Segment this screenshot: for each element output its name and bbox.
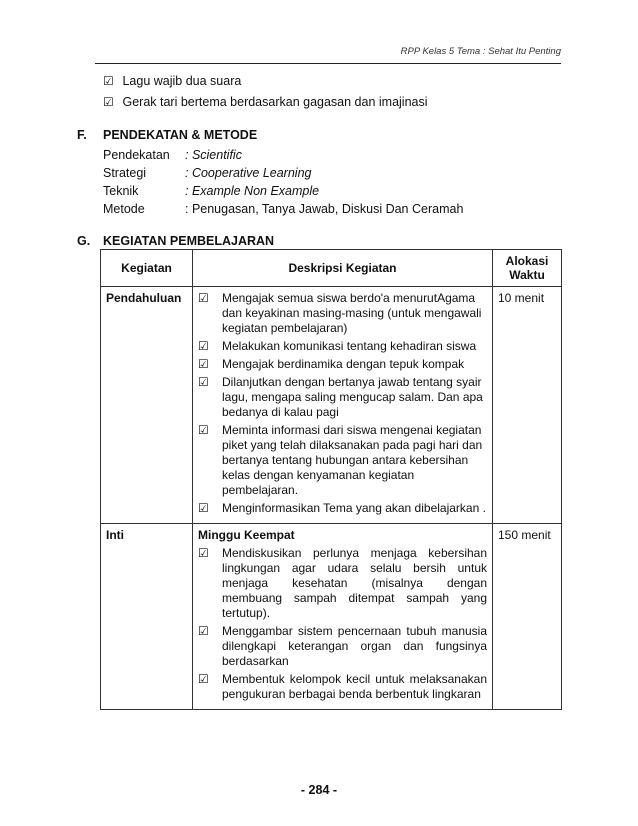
section-f-letter: F.: [77, 128, 87, 142]
checkbox-checked-icon: ☑: [198, 624, 209, 638]
deskripsi-cell: [193, 287, 493, 524]
checkbox-checked-icon: ☑: [198, 357, 209, 371]
header-alokasi: Alokasi Waktu: [493, 250, 562, 287]
kegiatan-cell: Inti: [101, 524, 193, 710]
deskripsi-cell: [193, 524, 493, 710]
list-item: ☑ Meminta informasi dari siswa mengenai kegiatan piket yang telah dilaksanakan pada pagi hari dan bertanya tentang hubungan antara kebersihan kelas dengan kenyamanan kegiatan pembelajaran.: [198, 423, 483, 497]
checklist-item: ☑ Gerak tari bertema berdasarkan gagasan dan imajinasi: [103, 95, 428, 109]
list-item: ☑ Melakukan komunikasi tentang kehadiran siswa: [198, 339, 477, 353]
running-header: RPP Kelas 5 Tema : Sehat Itu Penting: [400, 46, 561, 57]
alokasi-cell: 150 menit: [493, 524, 562, 710]
checkbox-checked-icon: ☑: [198, 339, 209, 353]
header-kegiatan: Kegiatan: [101, 250, 193, 287]
kegiatan-table: [100, 249, 562, 710]
kv-row-metode: Metode : Penugasan, Tanya Jawab, Diskusi Dan Ceramah: [103, 202, 464, 216]
kv-row-strategi: Strategi : Cooperative Learning: [103, 166, 312, 180]
table-row: [101, 524, 562, 710]
list-item: ☑ Membentuk kelompok kecil untuk melaksanakan pengukuran berbagai benda berbentuk lingkaran: [198, 672, 487, 701]
list-item: ☑ Mengajak berdinamika dengan tepuk kompak: [198, 357, 465, 371]
list-item: ☑ Mendiskusikan perlunya menjaga kebersihan lingkungan agar udara selalu bersih untuk menjaga kesehatan (misalnya dengan membuang sampah ditempat sampah yang tertutup).: [198, 546, 487, 620]
list-item: ☑ Dilanjutkan dengan bertanya jawab tentang syair lagu, mengapa saling mengucap salam. Dan apa bedanya di kalau pagi: [198, 375, 483, 419]
alokasi-cell: 10 menit: [493, 287, 562, 524]
checkbox-checked-icon: ☑: [103, 74, 114, 88]
checkbox-checked-icon: ☑: [198, 672, 209, 686]
header-rule: [95, 63, 561, 64]
list-item: ☑ Menggambar sistem pencernaan tubuh manusia dilengkapi keterangan organ dan fungsinya berdasarkan: [198, 624, 487, 668]
checkbox-checked-icon: ☑: [198, 291, 209, 305]
row-heading: Minggu Keempat: [198, 528, 295, 542]
page-number: - 284 -: [300, 783, 338, 797]
table-header-row: [101, 250, 562, 287]
section-g-letter: G.: [77, 234, 91, 248]
checkbox-checked-icon: ☑: [198, 423, 209, 437]
checkbox-checked-icon: ☑: [103, 95, 114, 109]
list-item: ☑ Mengajak semua siswa berdo'a menurutAgama dan keyakinan masing-masing (untuk mengawali kegiatan pembelajaran): [198, 291, 482, 335]
checkbox-checked-icon: ☑: [198, 546, 209, 560]
section-f-title: PENDEKATAN & METODE: [103, 128, 258, 142]
kv-row-teknik: Teknik : Example Non Example: [103, 184, 320, 198]
table-row: [101, 287, 562, 524]
header-deskripsi: Deskripsi Kegiatan: [193, 250, 493, 287]
checkbox-checked-icon: ☑: [198, 375, 209, 389]
section-g-title: KEGIATAN PEMBELAJARAN: [103, 234, 275, 248]
list-item: ☑ Menginformasikan Tema yang akan dibelajarkan .: [198, 501, 486, 515]
kv-row-pendekatan: Pendekatan : Scientific: [103, 148, 242, 162]
kegiatan-cell: Pendahuluan: [101, 287, 193, 524]
checkbox-checked-icon: ☑: [198, 501, 209, 515]
checklist-item: ☑ Lagu wajib dua suara: [103, 74, 242, 88]
